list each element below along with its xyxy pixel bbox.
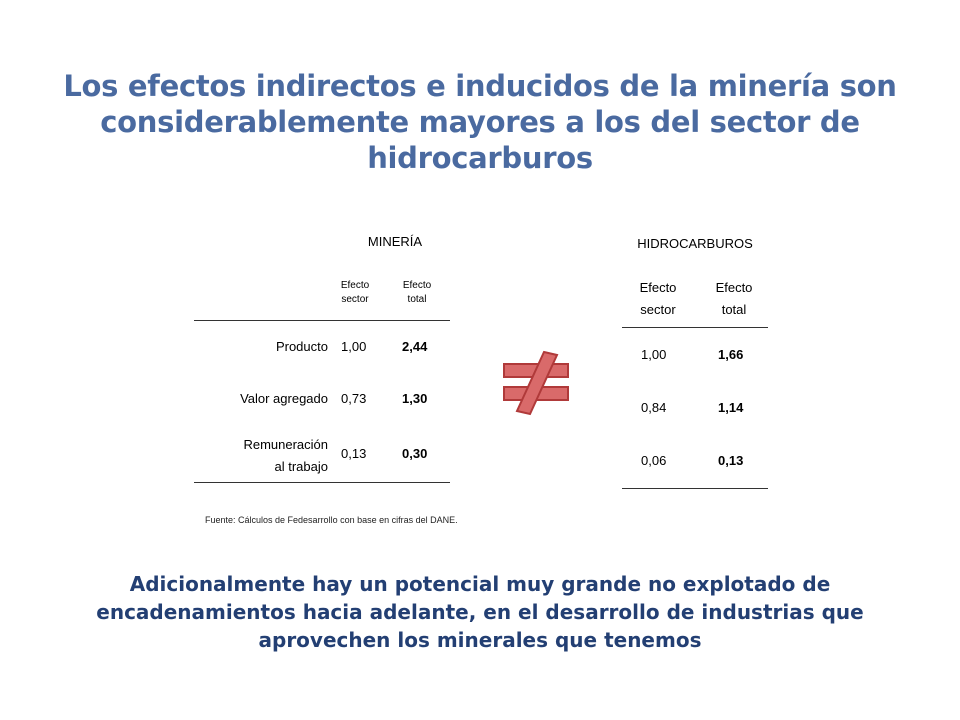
mineria-row-label: Valor agregado <box>240 391 328 406</box>
hidrocarburos-col-total-line2: total <box>721 302 747 317</box>
hidrocarburos-cell-total: 1,66 <box>718 347 744 362</box>
mineria-row-label <box>200 434 328 478</box>
hidrocarburos-cell-sector: 0,06 <box>641 453 667 468</box>
hidrocarburos-cell-total: 1,14 <box>718 400 744 415</box>
mineria-cell-total: 2,44 <box>402 339 428 354</box>
hidrocarburos-cell-sector: 0,84 <box>641 400 667 415</box>
mineria-row-label-line2: al trabajo <box>274 459 328 474</box>
mineria-cell-sector: 0,13 <box>341 446 367 461</box>
mineria-row-label-line1: Remuneración <box>243 437 328 452</box>
hidrocarburos-col-sector-line2: sector <box>640 302 676 317</box>
mineria-bottom-rule <box>194 482 450 483</box>
mineria-col-sector: Efecto sector <box>340 280 370 305</box>
mineria-cell-total: 1,30 <box>402 391 428 406</box>
hidrocarburos-col-total-line1: Efecto <box>715 280 753 295</box>
source-note: Fuente: Cálculos de Fedesarrollo con base en cifras del DANE. <box>205 515 458 525</box>
mineria-cell-sector: 1,00 <box>341 339 367 354</box>
mineria-cell-sector: 0,73 <box>341 391 367 406</box>
hidrocarburos-header-rule <box>622 327 768 328</box>
subtitle: Adicionalmente hay un potencial muy grande no explotado de encadenamientos hacia adelante, en el desarrollo de industrias que aprovechen los minerales que tenemos <box>96 572 864 652</box>
hidrocarburos-col-sector-line1: Efecto <box>639 280 677 295</box>
mineria-header-rule <box>194 320 450 321</box>
mineria-col-total: Efecto total <box>402 280 432 305</box>
not-equal-icon <box>500 350 572 416</box>
hidrocarburos-cell-total: 0,13 <box>718 453 744 468</box>
hidrocarburos-bottom-rule <box>622 488 768 489</box>
hidrocarburos-header: HIDROCARBUROS <box>637 236 753 251</box>
hidrocarburos-col-total <box>704 277 764 321</box>
page-title: Los efectos indirectos e inducidos de la minería son considerablemente mayores a los del sector de hidrocarburos <box>63 69 897 175</box>
mineria-header: MINERÍA <box>367 234 423 249</box>
hidrocarburos-col-sector <box>628 277 688 321</box>
hidrocarburos-cell-sector: 1,00 <box>641 347 667 362</box>
mineria-row-label: Producto <box>275 339 328 354</box>
mineria-cell-total: 0,30 <box>402 446 428 461</box>
